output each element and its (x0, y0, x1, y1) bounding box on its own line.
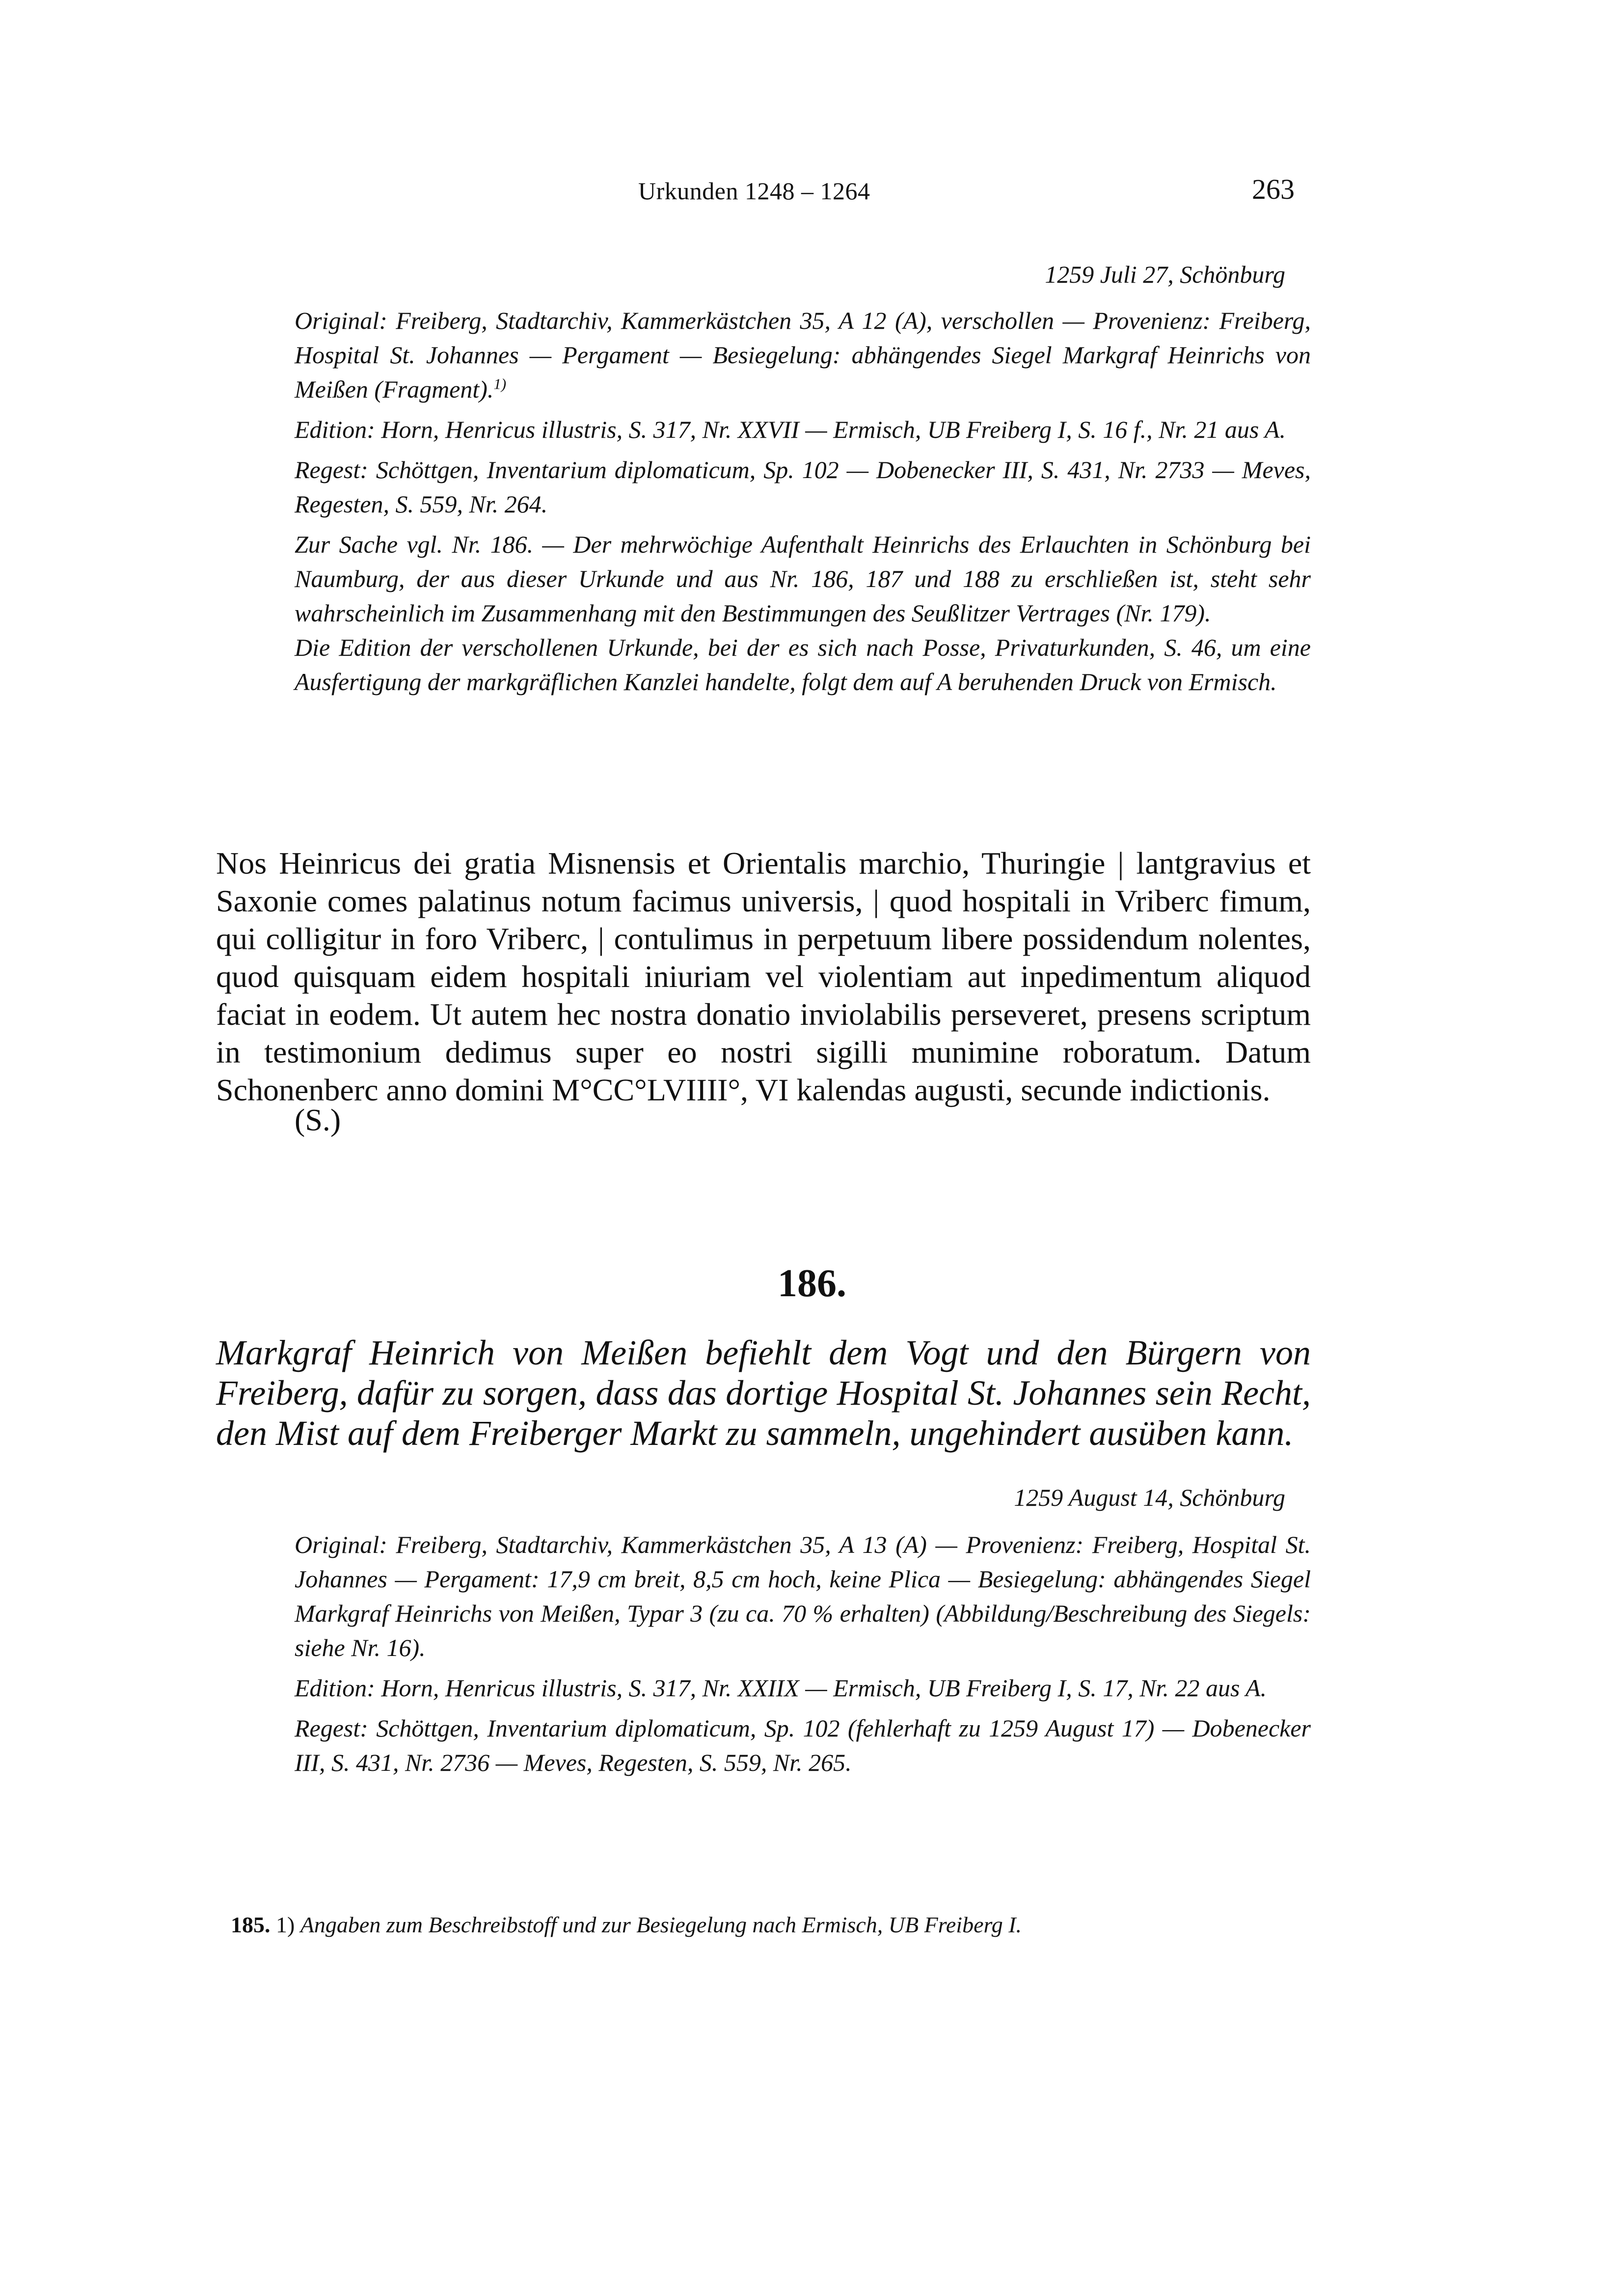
footnote-doc-number: 185. (231, 1912, 271, 1937)
doc185-apparatus (295, 303, 1311, 705)
doc185-edition-note: Die Edition der verschollenen Urkunde, bei der es sich nach Posse, Privaturkunden, S. 46, um eine Ausfertigung der markgräflichen Kanzlei handelte, folgt dem auf A beruhenden Druck von Ermisch. (295, 634, 1311, 695)
doc185-original (295, 303, 1311, 406)
doc185-edition: Edition: Horn, Henricus illustris, S. 317, Nr. XXVII — Ermisch, UB Freiberg I, S. 16 f., Nr. 21 aus A. (295, 416, 1286, 443)
doc186-number: 186. (778, 1262, 846, 1305)
doc186-apparatus (295, 1527, 1311, 1786)
doc185-regest: Regest: Schöttgen, Inventarium diplomaticum, Sp. 102 — Dobenecker III, S. 431, Nr. 2733 — Meves, Regesten, S. 559, Nr. 264. (295, 456, 1311, 518)
doc185-zur-sache: Zur Sache vgl. Nr. 186. — Der mehrwöchige Aufenthalt Heinrichs des Erlauchten in Schönburg bei Naumburg, der aus dieser Urkunde und aus Nr. 186, 187 und 188 zu erschließen ist, steht sehr wahrscheinlich im Zusammenhang mit den Bestimmungen des Seußlitzer Vertrages (Nr. 179). (295, 531, 1311, 627)
footnote-text: Angaben zum Beschreibstoff und zur Besiegelung nach Ermisch, UB Freiberg I. (300, 1912, 1022, 1937)
running-title: Urkunden 1248 – 1264 (638, 177, 870, 205)
doc186-regest: Regest: Schöttgen, Inventarium diplomaticum, Sp. 102 (fehlerhaft zu 1259 August 17) — Dobenecker III, S. 431, Nr. 2736 — Meves, Regesten, S. 559, Nr. 265. (295, 1714, 1311, 1776)
doc186-title: Markgraf Heinrich von Meißen befiehlt dem Vogt und den Bürgern von Freiberg, dafür zu sorgen, dass das dortige Hospital St. Johannes sein Recht, den Mist auf dem Freiberger Markt zu sammeln, ungehindert ausüben kann. (216, 1333, 1311, 1453)
doc186-date-place: 1259 August 14, Schönburg (1014, 1484, 1285, 1511)
doc185-original-text: Original: Freiberg, Stadtarchiv, Kammerkästchen 35, A 12 (A), verschollen — Provenienz: Freiberg, Hospital St. Johannes — Pergament — Besiegelung: abhängendes Siegel Markgraf Heinrichs von Meißen (Fragment). (295, 307, 1311, 403)
doc185-text (216, 844, 1311, 1109)
doc186-edition: Edition: Horn, Henricus illustris, S. 317, Nr. XXIIX — Ermisch, UB Freiberg I, S. 17, Nr. 22 aus A. (295, 1674, 1267, 1702)
doc185-seal: (S.) (295, 1102, 341, 1137)
page-number: 263 (1252, 173, 1295, 205)
doc185-date-place: 1259 Juli 27, Schönburg (1045, 261, 1285, 288)
footnote-marker: 1) (276, 1912, 295, 1937)
doc185-text-body: Nos Heinricus dei gratia Misnensis et Orientalis marchio, Thuringie | lantgravius et Saxonie comes palatinus notum facimus universis, | quod hospitali in Vriberc fimum, qui colligitur in foro Vriberc, | contulimus in perpetuum libere possidendum nolentes, quod quisquam eidem hospitali iniuriam vel violentiam aut inpedimentum aliquod faciat in eodem. Ut autem hec nostra donatio inviolabilis perseveret, presens scriptum in testimonium dedimus super eo nostri sigilli munimine roboratum. Datum Schonenberc anno domini M°CC°LVIIII°, VI kalendas augusti, secunde indictionis. (216, 846, 1311, 1107)
footnote-marker: 1) (493, 375, 507, 393)
footnote (231, 1912, 1022, 1938)
doc186-original: Original: Freiberg, Stadtarchiv, Kammerkästchen 35, A 13 (A) — Provenienz: Freiberg, Hospital St. Johannes — Pergament: 17,9 cm breit, 8,5 cm hoch, keine Plica — Besiegelung: abhängendes Siegel Markgraf Heinrichs von Meißen, Typar 3 (zu ca. 70 % erhalten) (Abbildung/Beschreibung des Siegels: siehe Nr. 16). (295, 1531, 1311, 1661)
